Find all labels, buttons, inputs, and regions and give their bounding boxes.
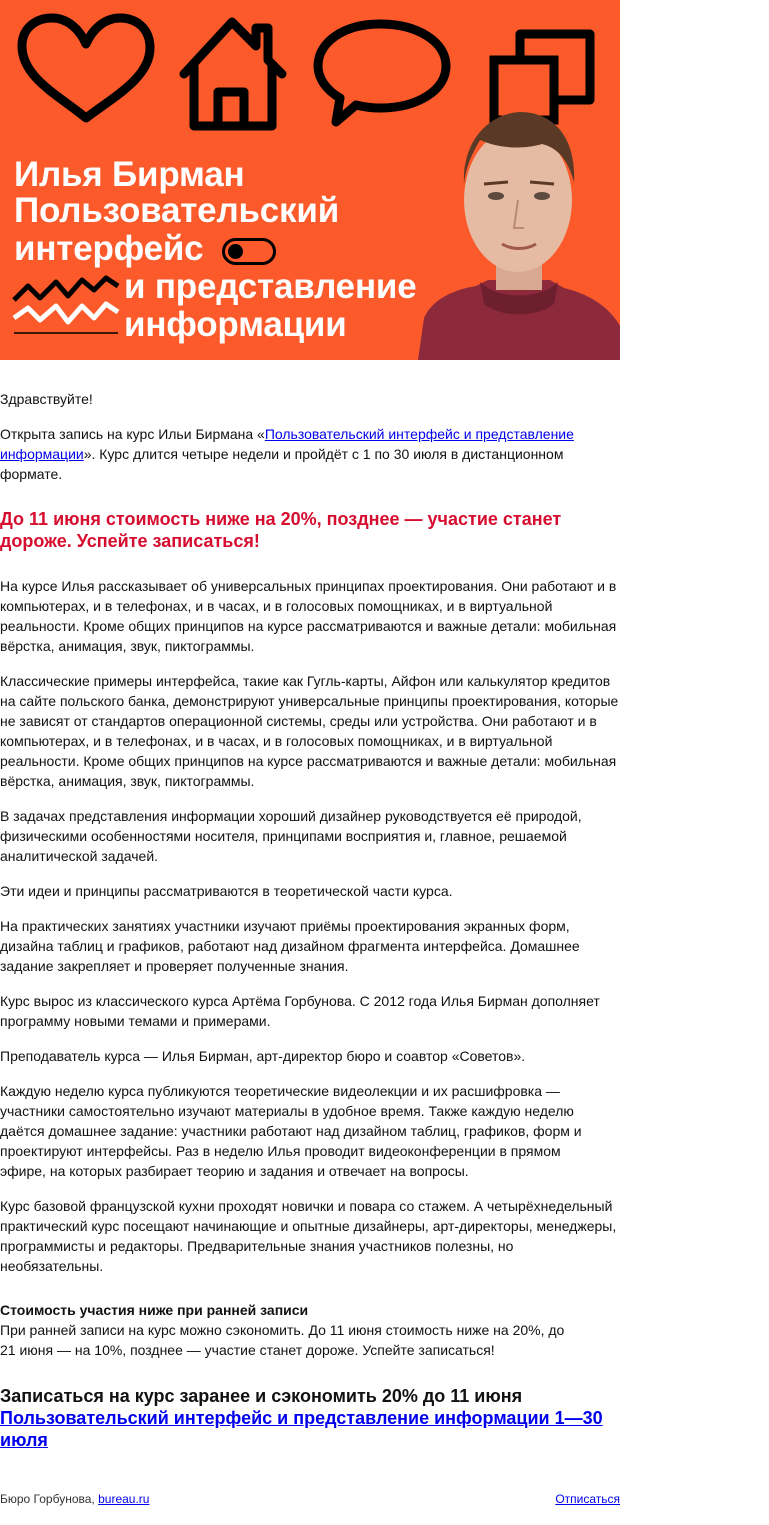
intro-after: ». Курс длится четыре недели и пройдёт с 1 по 30 июля в дистанционном формате. [0, 446, 564, 482]
banner-title-line3: и представление [124, 267, 417, 306]
paragraph: Каждую неделю курса публикуются теоретические видеолекции и их расшифровка — участники самостоятельно изучают материалы в удобное время. Также каждую неделю даётся домашнее задание: участники работают над дизайном таблиц, графиков, форм и проектируют интерфейсы. Раз в неделю Илья проводит видеоконференции в прямом эфире, на которых разбирает теорию и задания и отвечает на вопросы. [0, 1083, 582, 1179]
paragraph: Курс вырос из классического курса Артёма Горбунова. С 2012 года Илья Бирман дополняет программу новыми темами и примерами. [0, 993, 600, 1029]
footer-unsubscribe [555, 1492, 620, 1506]
paragraph: В задачах представления информации хороший дизайнер руководствуется её природой, физическими особенностями носителя, принципами восприятия и, главное, решаемой аналитической задачей. [0, 808, 582, 864]
pricing-text: При ранней записи на курс можно сэкономить. До 11 июня стоимость ниже на 20%, до 21 июня — на 10%, позднее — участие станет дороже. Успейте записаться! [0, 1322, 565, 1358]
course-banner [0, 0, 620, 360]
intro-before: Открыта запись на курс Ильи Бирмана « [0, 426, 265, 442]
house-icon [184, 22, 282, 126]
footer-org-name: Бюро Горбунова, [0, 1492, 99, 1506]
cta-heading [0, 1385, 620, 1451]
paragraph: Курс базовой французской кухни проходят новички и повара со стажем. А четырёхнедельный практический курс посещают начинающие и опытные дизайнеры, арт-директоры, менеджеры, программисты и редакторы. Предварительные знания участников полезны, но необязательны. [0, 1198, 617, 1274]
paragraph: Классические примеры интерфейса, такие как Гугль-карты, Айфон или калькулятор кредитов на сайте польского банка, демонстрируют универсальные принципы проектирования, которые не зависят от стандартов операционной системы, среды или устройства. Они работают и в компьютерах, и в телефонах, и в часах, и в голосовых помощниках, и в виртуальной реальности. Кроме общих принципов на курсе рассматриваются и важные детали: мобильная вёрстка, анимация, звук, пиктограммы. [0, 673, 619, 789]
cta-heading-text: Записаться на курс заранее и сэкономить 20% до 11 июня [0, 1386, 523, 1406]
heart-icon [22, 18, 150, 118]
unsubscribe-link[interactable]: Отписаться [555, 1492, 620, 1506]
author-portrait [418, 104, 620, 360]
banner-title-line4: информации [124, 305, 347, 344]
course-link[interactable]: Пользовательский интерфейс и представление информации [0, 426, 574, 462]
banner-title-line2: интерфейс [14, 229, 204, 268]
footer-org [0, 1492, 149, 1506]
zigzag-chart-icon [14, 278, 118, 333]
pricing-heading: Стоимость участия ниже при ранней записи [0, 1302, 309, 1318]
cta-course-link[interactable]: Пользовательский интерфейс и представление информации 1—30 июля [0, 1408, 603, 1450]
banner-title-line1: Пользовательский [14, 191, 340, 230]
intro-paragraph [0, 424, 600, 484]
paragraph: На практических занятиях участники изучают приёмы проектирования экранных форм, дизайна таблиц и графиков, работают над дизайном фрагмента интерфейса. Домашнее задание закрепляет и проверяет полученные знания. [0, 918, 580, 974]
promo-heading: До 11 июня стоимость ниже на 20%, позднее — участие станет дороже. Успейте записаться! [0, 509, 562, 551]
banner-author: Илья Бирман [14, 155, 245, 194]
paragraph: Эти идеи и принципы рассматриваются в теоретической части курса. [0, 883, 453, 899]
paragraph: На курсе Илья рассказывает об универсальных принципах проектирования. Они работают и в компьютерах, и в телефонах, и в часах, и в голосовых помощниках, и в виртуальной реальности. Кроме общих принципов на курсе рассматриваются и важные детали: мобильная вёрстка, анимация, звук, пиктограммы. [0, 578, 617, 654]
toggle-icon [222, 238, 276, 265]
greeting: Здравствуйте! [0, 391, 93, 407]
bureau-link[interactable]: bureau.ru [98, 1492, 150, 1506]
paragraph: Преподаватель курса — Илья Бирман, арт-директор бюро и соавтор «Советов». [0, 1048, 526, 1064]
